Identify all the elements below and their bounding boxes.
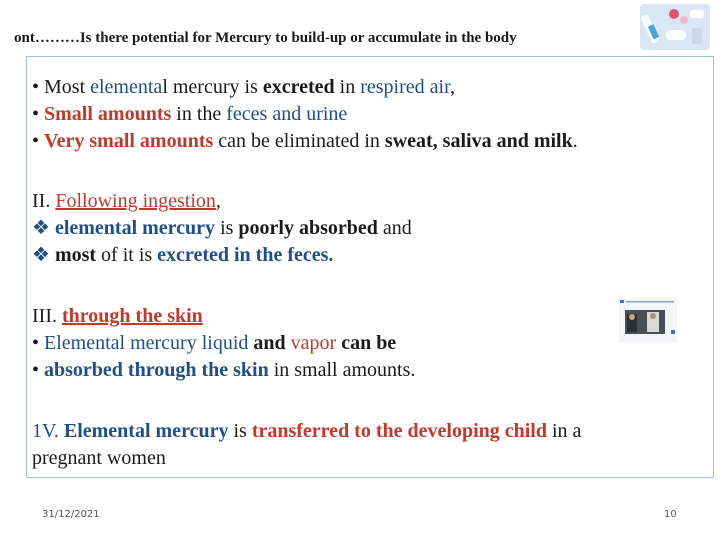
text-run: Following ingestion bbox=[55, 190, 216, 212]
text-run: elementa bbox=[90, 76, 163, 98]
text-run: of it is bbox=[96, 244, 158, 266]
text-run: in the bbox=[171, 103, 227, 125]
text-run: vapor bbox=[290, 332, 337, 354]
text-run: through the skin bbox=[61, 305, 203, 327]
bullet-line bbox=[32, 128, 578, 155]
header-image bbox=[640, 4, 710, 50]
bullet-line bbox=[32, 242, 412, 269]
text-run: is bbox=[228, 420, 252, 442]
text-run: most bbox=[54, 244, 97, 266]
text-run: is bbox=[215, 217, 239, 239]
section-skin bbox=[32, 303, 415, 384]
text-run: • bbox=[32, 103, 45, 125]
text-run: respired air bbox=[360, 76, 450, 98]
text-run: and bbox=[377, 217, 412, 239]
text-run: Very small amounts bbox=[44, 130, 214, 152]
text-run: , bbox=[449, 76, 455, 98]
text-run: excreted bbox=[262, 76, 335, 98]
text-run: can be bbox=[336, 332, 397, 354]
section-excretion bbox=[32, 74, 578, 155]
heading-line bbox=[32, 188, 412, 215]
text-run: Small amounts bbox=[44, 103, 172, 125]
text-run: • Most bbox=[32, 76, 91, 98]
text-run: absorbed through the skin bbox=[44, 359, 269, 381]
text-run: III. bbox=[32, 305, 62, 327]
paragraph-line bbox=[32, 418, 581, 445]
bullet-line bbox=[32, 357, 415, 384]
text-run: elemental mercury bbox=[54, 217, 216, 239]
text-run: Elemental mercury liquid bbox=[44, 332, 249, 354]
text-run: in bbox=[334, 76, 361, 98]
text-run: transferred to the developing child bbox=[251, 420, 547, 442]
text-run: sweat, saliva and milk bbox=[384, 130, 573, 152]
text-run: l mercury is bbox=[162, 76, 263, 98]
text-run: can be eliminated in bbox=[213, 130, 385, 152]
text-run: • bbox=[32, 359, 45, 381]
diamond-bullet-icon: ❖ bbox=[32, 244, 55, 266]
bullet-line bbox=[32, 101, 578, 128]
text-run: , bbox=[215, 190, 221, 212]
section-pregnancy bbox=[32, 418, 581, 472]
diamond-bullet-icon: ❖ bbox=[32, 217, 55, 239]
text-run: feces and urine bbox=[226, 103, 348, 125]
text-run: excreted in the feces. bbox=[157, 244, 334, 266]
bullet-line bbox=[32, 74, 578, 101]
bullet-line bbox=[32, 330, 415, 357]
text-run: • bbox=[32, 332, 45, 354]
text-run: in small amounts. bbox=[268, 359, 416, 381]
text-run: • bbox=[32, 130, 45, 152]
text-run: poorly absorbed bbox=[238, 217, 378, 239]
footer-date: 31/12/2021 bbox=[42, 509, 100, 520]
paragraph-line: pregnant women bbox=[32, 447, 166, 469]
heading-line bbox=[32, 303, 415, 330]
page-number: 10 bbox=[664, 509, 677, 520]
bullet-line bbox=[32, 215, 412, 242]
text-run: 1V. bbox=[32, 420, 64, 442]
text-run: Elemental mercury bbox=[63, 420, 229, 442]
text-run: and bbox=[248, 332, 291, 354]
text-run: . bbox=[572, 130, 578, 152]
text-run: in a bbox=[546, 420, 582, 442]
video-thumbnail bbox=[619, 298, 677, 342]
section-ingestion bbox=[32, 188, 412, 269]
text-run: II. bbox=[32, 190, 56, 212]
slide-title: ont………Is there potential for Mercury to build-up or accumulate in the body bbox=[14, 30, 517, 46]
